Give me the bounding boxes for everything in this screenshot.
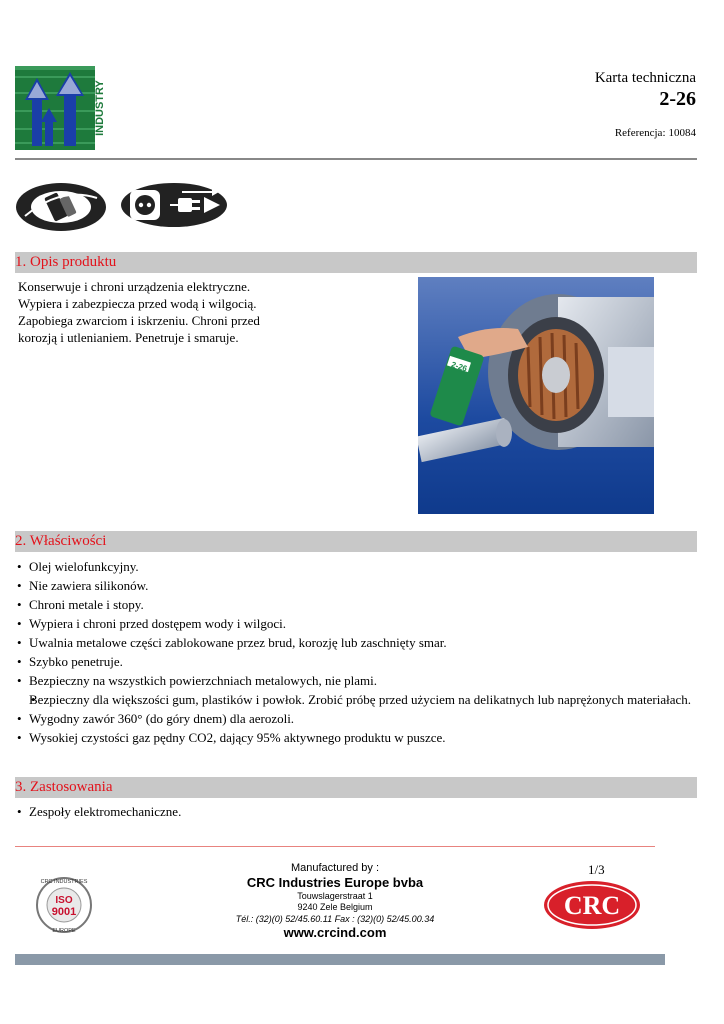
section-heading-properties: 2. Właściwości — [15, 531, 697, 552]
svg-text:INDUSTRY: INDUSTRY — [94, 80, 106, 136]
spray-system-badge-icon — [15, 182, 107, 232]
reference-label: Referencja: — [614, 127, 666, 139]
properties-list — [15, 557, 695, 747]
list-item: • Chroni metale i stopy. — [15, 595, 695, 614]
electrical-plug-icon — [120, 182, 228, 228]
list-item: • Bezpieczny dla większości gum, plastików i powłok. Zrobić próbę przed użyciem na delikatnych lub naprężonych materiałach. — [15, 690, 695, 709]
svg-text:2-26: 2-26 — [450, 359, 469, 374]
applications-list — [15, 802, 695, 821]
list-item: • Uwalnia metalowe części zablokowane przez brud, korozję lub zaschnięty smar. — [15, 633, 695, 652]
page-number: 1/3 — [588, 862, 605, 877]
reference-value: 10084 — [668, 127, 696, 139]
iso-9001-badge — [35, 870, 93, 940]
svg-text:9001: 9001 — [51, 906, 77, 918]
svg-text:CRC INDUSTRIES: CRC INDUSTRIES — [40, 879, 88, 885]
crc-brand-logo — [543, 880, 641, 930]
section-heading-description: 1. Opis produktu — [15, 252, 697, 273]
list-item: • Olej wielofunkcyjny. — [15, 557, 695, 576]
product-photo — [418, 277, 654, 514]
footer-bar — [15, 954, 665, 965]
industry-logo — [15, 66, 111, 150]
list-item: • Wypiera i chroni przed dostępem wody i wilgoci. — [15, 614, 695, 633]
company-city: 9240 Zele Belgium — [297, 902, 373, 912]
reference — [612, 127, 696, 139]
document-type-title: Karta techniczna — [594, 70, 696, 86]
section-heading-applications: 3. Zastosowania — [15, 777, 697, 798]
header-divider — [15, 158, 697, 160]
list-item: • Szybko penetruje. — [15, 652, 695, 671]
product-description: Konserwuje i chroni urządzenia elektryczne. Wypiera i zabezpiecza przed wodą i wilgocią. Zapobiega zwarciom i iskrzeniu. Chroni przed korozją i utlenianiem. Penetruje i smaruje. — [18, 279, 260, 345]
svg-text:EUROPE: EUROPE — [52, 928, 76, 934]
manufacturer-info — [200, 862, 470, 941]
manufactured-by-label: Manufactured by : — [290, 862, 380, 874]
company-name: CRC Industries Europe bvba — [246, 875, 424, 890]
list-item: • Nie zawiera silikonów. — [15, 576, 695, 595]
list-item: • Wygodny zawór 360° (do góry dnem) dla aerozoli. — [15, 709, 695, 728]
product-number: 2-26 — [659, 88, 696, 110]
svg-text:CRC: CRC — [563, 891, 621, 920]
list-item: • Zespoły elektromechaniczne. — [15, 802, 695, 821]
company-website-link[interactable]: www.crcind.com — [283, 925, 387, 940]
company-contact: Tél.: (32)(0) 52/45.60.11 Fax : (32)(0) 52/45.00.34 — [235, 914, 435, 924]
footer-divider — [15, 846, 655, 847]
company-street: Touwslagerstraat 1 — [297, 891, 373, 901]
list-item: • Bezpieczny na wszystkich powierzchniach metalowych, nie plami. — [15, 671, 695, 690]
svg-text:ISO: ISO — [55, 895, 73, 906]
list-item: • Wysokiej czystości gaz pędny CO2, dający 95% aktywnego produktu w puszce. — [15, 728, 695, 747]
